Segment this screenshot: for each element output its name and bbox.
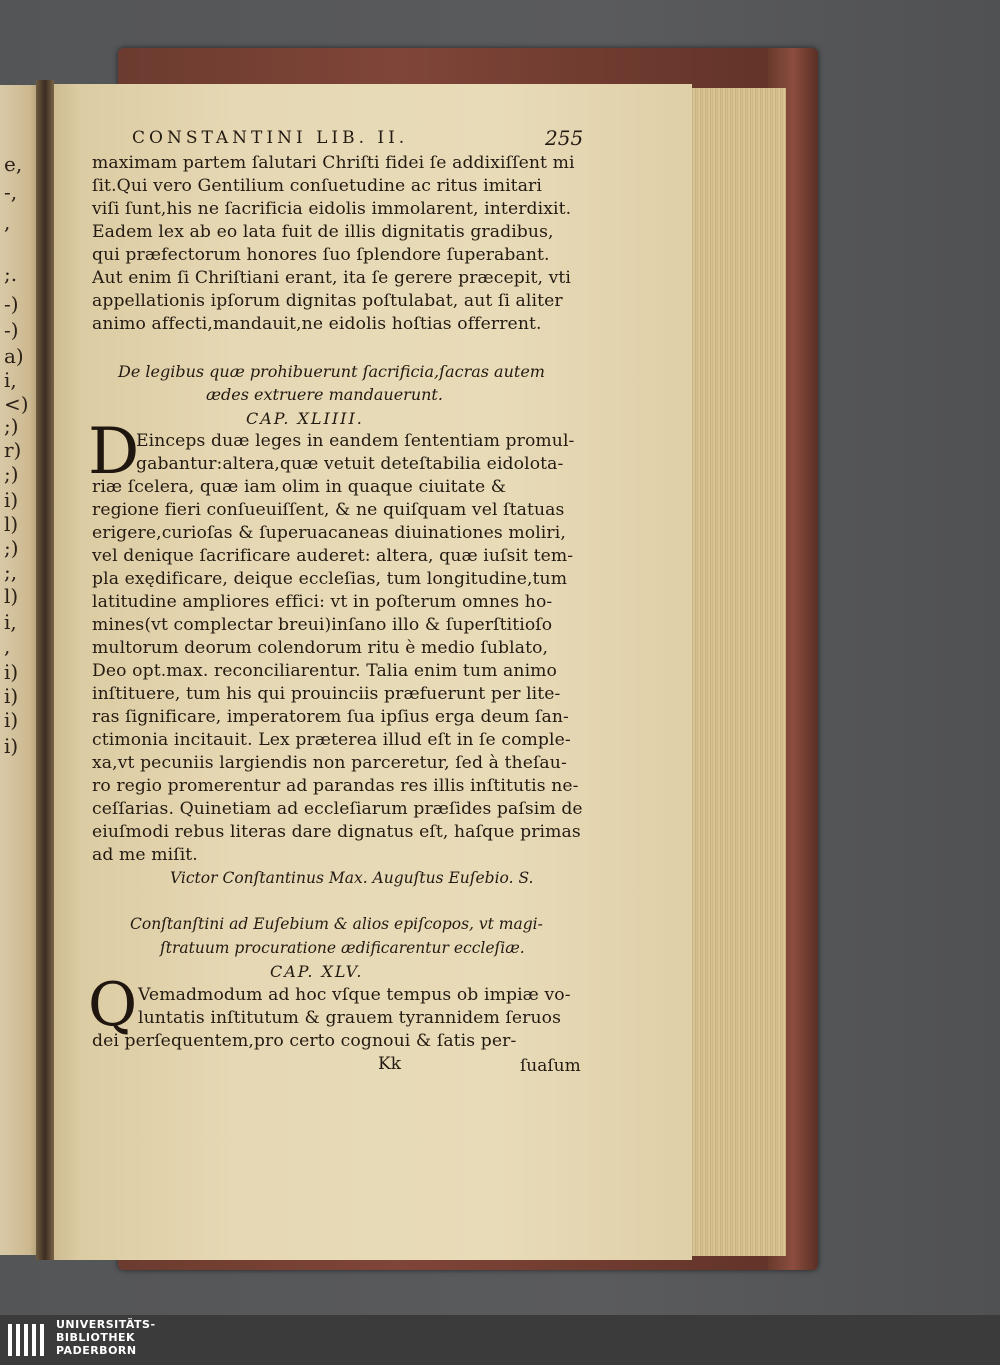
text-line: mines(vt complectar breui)inſano illo & ſuperſtitioſo bbox=[92, 615, 553, 635]
previous-page-fragment: i) bbox=[4, 708, 19, 732]
previous-page-fragment: , bbox=[4, 210, 11, 234]
text-line: regione fieri conſueuiſſent, & ne quiſquam vel ſtatuas bbox=[92, 500, 565, 520]
logo-text-line: UNIVERSITÄTS- bbox=[56, 1318, 156, 1331]
text-line: ad me miſit. bbox=[92, 845, 198, 865]
previous-page-fragment: -) bbox=[4, 318, 19, 342]
previous-page-fragment: -, bbox=[4, 180, 18, 204]
previous-page-fragment: -) bbox=[4, 292, 19, 316]
text-line: Einceps duæ leges in eandem ſententiam promul- bbox=[136, 431, 575, 451]
previous-page-fragment: <) bbox=[4, 392, 29, 416]
text-line: Vemadmodum ad hoc vſque tempus ob impiæ vo- bbox=[138, 985, 571, 1005]
previous-page-fragment: i, bbox=[4, 610, 17, 634]
logo-text-line: BIBLIOTHEK bbox=[56, 1331, 136, 1344]
previous-page-fragment: i) bbox=[4, 734, 19, 758]
library-logo-icon bbox=[6, 1320, 46, 1360]
text-line: xa,vt pecuniis largiendis non parceretur, ſed à theſau- bbox=[92, 753, 567, 773]
text-line: pla exędificare, deique eccleſias, tum longitudine,tum bbox=[92, 569, 568, 589]
catchword: ſuaſum bbox=[520, 1056, 581, 1076]
previous-page-fragment: i) bbox=[4, 684, 19, 708]
text-line: multorum deorum colendorum ritu è medio ſublato, bbox=[92, 638, 549, 658]
text-line: vel denique ſacrificare auderet: altera, quæ iuſsit tem- bbox=[92, 546, 574, 566]
chapter-title-line: De legibus quæ prohibuerunt ſacrificia,ſacras autem bbox=[118, 362, 545, 381]
previous-page-fragment: l) bbox=[4, 512, 19, 536]
previous-page-fragment: ;) bbox=[4, 414, 19, 438]
previous-page-fragment: ;) bbox=[4, 462, 19, 486]
text-line: eiuſmodi rebus literas dare dignatus eſt, haſque primas bbox=[92, 822, 581, 842]
previous-page-fragment: ;, bbox=[4, 560, 18, 584]
page-fore-edge bbox=[690, 88, 786, 1256]
text-line: ro regio promerentur ad parandas res illis inſtitutis ne- bbox=[92, 776, 579, 796]
drop-cap: Q bbox=[88, 970, 138, 1040]
text-line: ſit.Qui vero Gentilium conſuetudine ac ritus imitari bbox=[92, 176, 542, 196]
text-line: gabantur:altera,quæ vetuit deteſtabilia eidolota- bbox=[136, 454, 564, 474]
previous-page-fragment: ;. bbox=[4, 262, 18, 286]
previous-page-fragment: a) bbox=[4, 344, 24, 368]
previous-page-fragment: l) bbox=[4, 584, 19, 608]
text-line: luntatis inſtitutum & grauem tyrannidem ſeruos bbox=[138, 1008, 561, 1028]
text-line: ceſſarias. Quinetiam ad eccleſiarum præſides paſsim de bbox=[92, 799, 583, 819]
previous-page-fragment: i) bbox=[4, 488, 19, 512]
previous-page-fragment: e, bbox=[4, 152, 23, 176]
page-number: 255 bbox=[545, 126, 584, 150]
previous-page-fragment: i, bbox=[4, 368, 17, 392]
signature-mark: Kk bbox=[378, 1054, 402, 1074]
text-line: appellationis ipſorum dignitas poſtulabat, aut ſi aliter bbox=[92, 291, 563, 311]
salutation: Victor Conſtantinus Max. Auguſtus Euſebio. S. bbox=[170, 869, 534, 887]
text-line: riæ ſcelera, quæ iam olim in quaque ciuitate & bbox=[92, 477, 507, 497]
text-line: ctimonia incitauit. Lex præterea illud eſt in ſe comple- bbox=[92, 730, 571, 750]
text-line: viſi ſunt,his ne ſacrificia eidolis immolarent, interdixit. bbox=[92, 199, 572, 219]
chapter-number: CAP. XLIIII. bbox=[246, 409, 364, 428]
text-line: latitudine ampliores effici: vt in poſterum omnes ho- bbox=[92, 592, 553, 612]
text-line: ras ſignificare, imperatorem ſua ipſius erga deum ſan- bbox=[92, 707, 569, 727]
book-gutter bbox=[36, 80, 54, 1260]
chapter-title-line: ædes extruere mandauerunt. bbox=[206, 385, 443, 404]
chapter-title-line: ſtratuum procuratione ædificarentur eccleſiæ. bbox=[160, 939, 525, 957]
chapter-number: CAP. XLV. bbox=[270, 962, 364, 981]
previous-page-fragment: r) bbox=[4, 438, 22, 462]
text-line: dei perſequentem,pro certo cognoui & ſatis per- bbox=[92, 1031, 517, 1051]
chapter-title-line: Conſtanſtini ad Euſebium & alios epiſcopos, vt magi- bbox=[130, 915, 543, 933]
text-line: maximam partem ſalutari Chriſti fidei ſe addixiſſent mi bbox=[92, 153, 575, 173]
text-line: animo affecti,mandauit,ne eidolis hoſtias offerrent. bbox=[92, 314, 542, 334]
logo-text-line: PADERBORN bbox=[56, 1344, 137, 1357]
text-line: inſtituere, tum his qui prouinciis præfuerunt per lite- bbox=[92, 684, 561, 704]
text-line: Aut enim ſi Chriſtiani erant, ita ſe gerere præcepit, vti bbox=[92, 268, 572, 288]
text-line: qui præfectorum honores ſuo ſplendore ſuperabant. bbox=[92, 245, 550, 265]
previous-page-fragment: i) bbox=[4, 660, 19, 684]
running-title: CONSTANTINI LIB. II. bbox=[132, 128, 409, 148]
text-line: Deo opt.max. reconciliarentur. Talia enim tum animo bbox=[92, 661, 558, 681]
previous-page-fragment: , bbox=[4, 634, 11, 658]
text-line: erigere,curioſas & ſuperuacaneas diuinationes moliri, bbox=[92, 523, 566, 543]
previous-page-fragment: ;) bbox=[4, 536, 19, 560]
drop-cap: D bbox=[88, 415, 140, 489]
text-line: Eadem lex ab eo lata fuit de illis dignitatis gradibus, bbox=[92, 222, 554, 242]
